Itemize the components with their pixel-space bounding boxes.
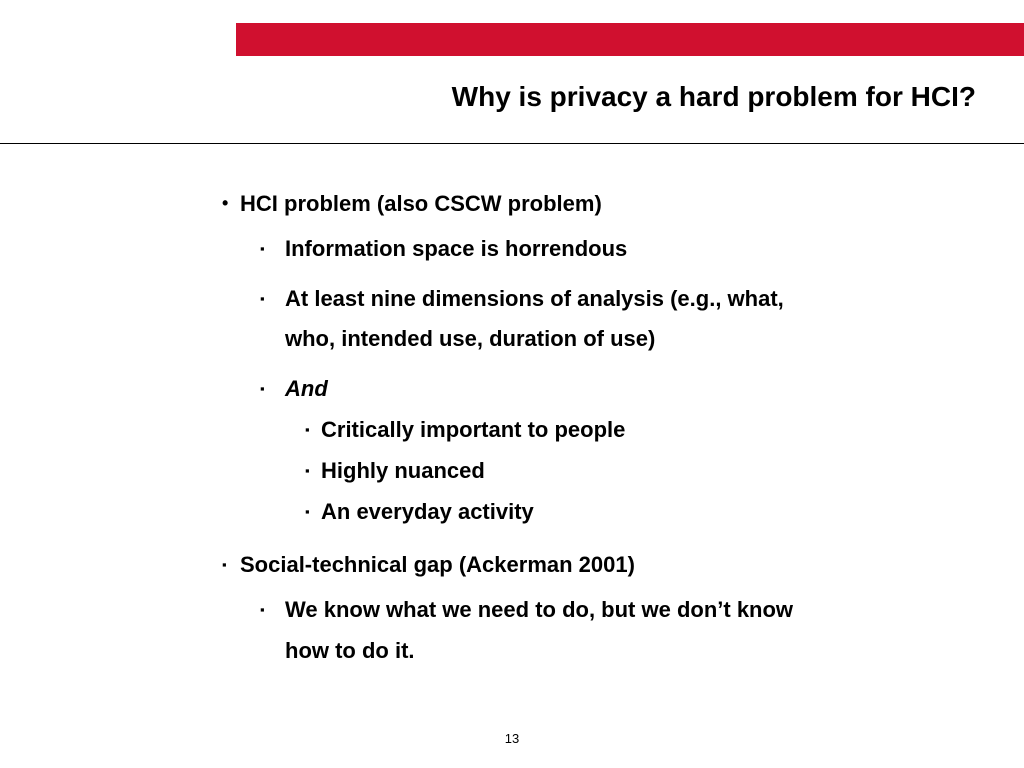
slide-title: Why is privacy a hard problem for HCI? xyxy=(451,81,976,112)
list-item-hci-problem: HCI problem (also CSCW problem) xyxy=(240,191,602,216)
list-item-social-technical-gap: Social-technical gap (Ackerman 2001) xyxy=(240,552,635,577)
list-item-nine-dimensions-cont: who, intended use, duration of use) xyxy=(285,326,656,351)
list-item-nine-dimensions: At least nine dimensions of analysis (e.g., what, xyxy=(285,286,784,311)
bullet-square: ▪ xyxy=(305,504,310,519)
page-number: 13 xyxy=(504,731,520,746)
list-item-critically-important: Critically important to people xyxy=(321,417,626,442)
bullet-square: ▪ xyxy=(260,291,265,306)
bullet-square: ▪ xyxy=(260,381,265,396)
list-item-highly-nuanced: Highly nuanced xyxy=(321,458,485,483)
list-item-we-know: We know what we need to do, but we don’t know xyxy=(285,597,794,622)
list-item-information-space: Information space is horrendous xyxy=(285,236,628,261)
list-item-and: And xyxy=(285,376,328,401)
bullet-dot: • xyxy=(222,193,229,213)
bullet-square: ▪ xyxy=(305,422,310,437)
bullet-square: ▪ xyxy=(305,463,310,478)
list-item-we-know-cont: how to do it. xyxy=(285,638,415,663)
bullet-square: ▪ xyxy=(260,602,265,617)
list-item-everyday-activity: An everyday activity xyxy=(321,499,534,524)
bullet-square: ▪ xyxy=(260,241,265,256)
bullet-square: ▪ xyxy=(222,557,227,572)
